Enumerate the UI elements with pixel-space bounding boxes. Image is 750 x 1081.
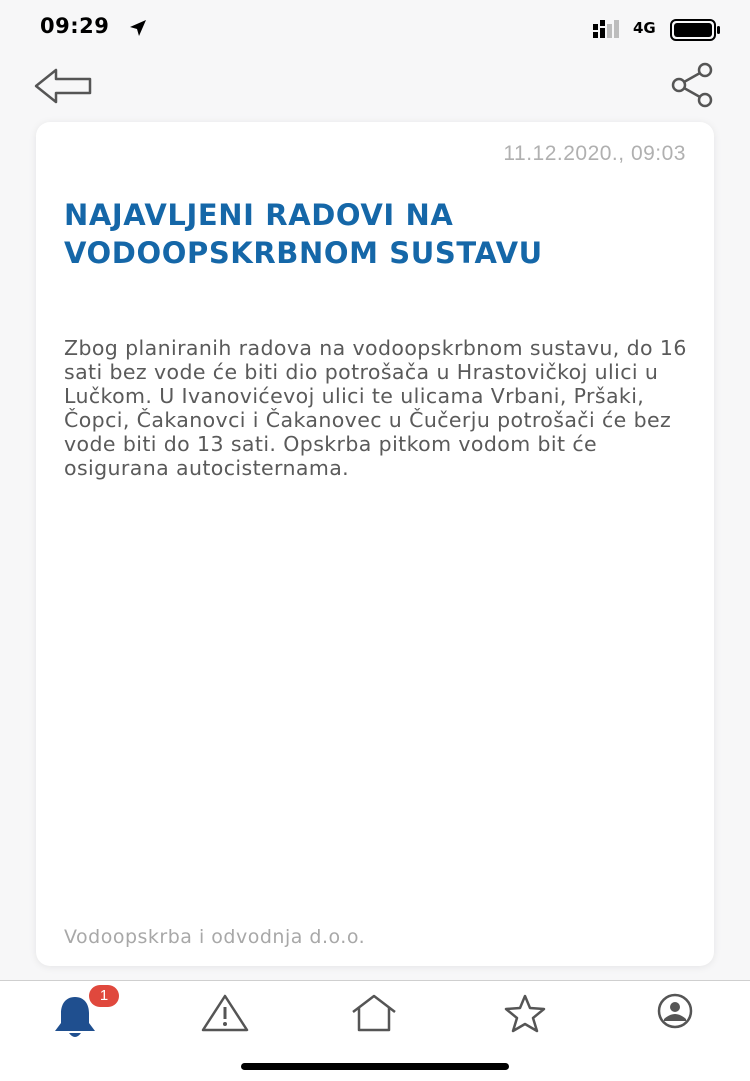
status-time: 09:29	[40, 14, 110, 38]
share-button[interactable]	[670, 62, 720, 108]
star-icon	[500, 993, 550, 1033]
article-card	[36, 122, 714, 966]
signal-icon	[592, 20, 624, 40]
back-button[interactable]	[32, 66, 94, 106]
tab-alerts[interactable]	[175, 981, 275, 1045]
warning-icon	[200, 993, 250, 1033]
location-arrow-icon	[128, 18, 148, 38]
tab-notifications[interactable]	[25, 981, 125, 1045]
notification-badge: 1	[89, 985, 119, 1007]
battery-icon	[670, 18, 722, 42]
article-source: Vodoopskrba i odvodnja d.o.o.	[64, 926, 366, 948]
network-label: 4G	[633, 19, 656, 37]
tab-favorites[interactable]	[475, 981, 575, 1045]
nav-bar	[0, 60, 750, 120]
home-icon	[349, 993, 399, 1033]
article-date: 11.12.2020., 09:03	[503, 142, 686, 165]
share-icon	[670, 62, 720, 108]
status-bar	[0, 0, 750, 60]
article-body: Zbog planiranih radova na vodoopskrbnom sustavu, do 16 sati bez vode će biti dio potrošača u Hrastovičkoj ulici u Lučkom. U Ivanovićevoj ulici te ulicama Vrbani, Pršaki, Čopci, Čakanovci i Čakanovec u Čučerju potrošači će bez vode biti do 13 sati. Opskrba pitkom vodom bit će osigurana autocisternama.	[64, 336, 687, 480]
arrow-left-outline-icon	[32, 66, 94, 106]
article-title: NAJAVLJENI RADOVI NA VODOOPSKRBNOM SUSTAVU	[64, 198, 543, 270]
home-indicator	[241, 1063, 509, 1070]
tab-home[interactable]	[324, 981, 424, 1045]
tab-profile[interactable]	[625, 981, 725, 1045]
user-icon	[650, 993, 700, 1033]
